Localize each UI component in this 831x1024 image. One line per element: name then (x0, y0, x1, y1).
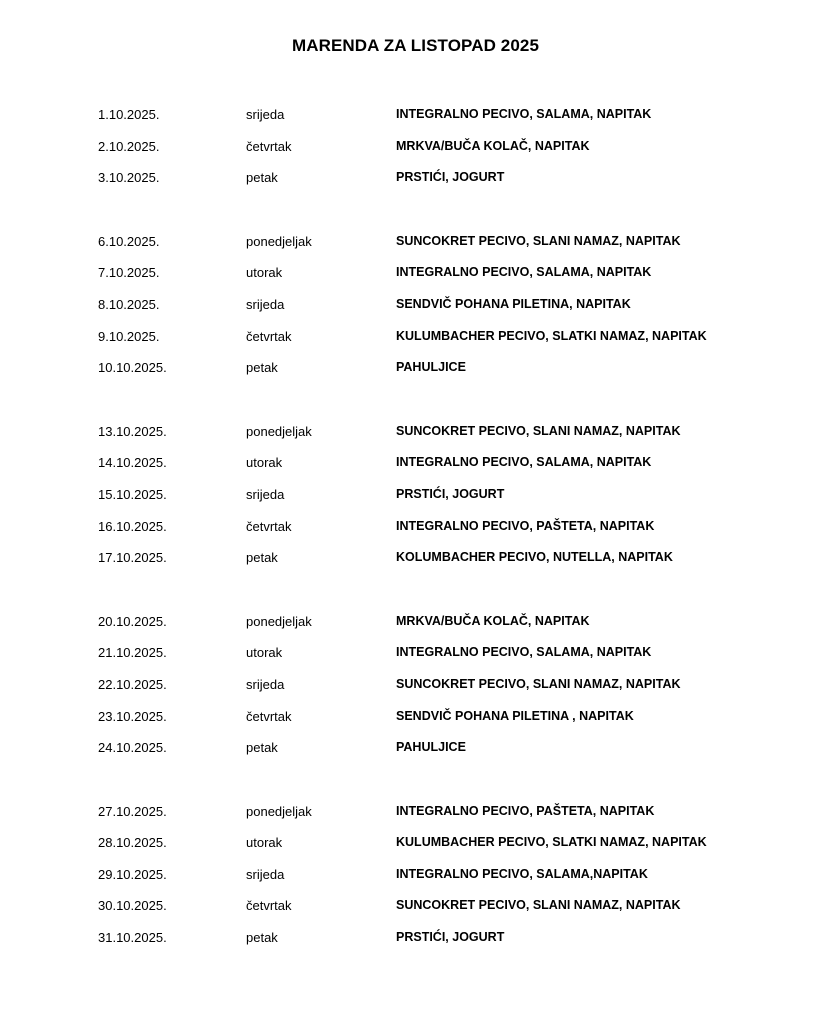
menu-meal: PRSTIĆI, JOGURT (396, 486, 505, 501)
menu-row (0, 605, 831, 637)
menu-date: 8.10.2025. (98, 296, 160, 312)
menu-date: 29.10.2025. (98, 866, 167, 882)
menu-date: 9.10.2025. (98, 328, 160, 344)
menu-date: 7.10.2025. (98, 265, 160, 281)
menu-row (0, 700, 831, 732)
menu-row (0, 889, 831, 921)
menu-date: 14.10.2025. (98, 455, 167, 471)
menu-meal: PRSTIĆI, JOGURT (396, 170, 505, 185)
menu-day: petak (246, 740, 278, 756)
menu-row (0, 668, 831, 700)
menu-meal: INTEGRALNO PECIVO, PAŠTETA, NAPITAK (396, 518, 655, 533)
menu-date: 22.10.2025. (98, 676, 167, 692)
menu-day: petak (246, 930, 278, 946)
menu-meal: MRKVA/BUČA KOLAČ, NAPITAK (396, 613, 590, 628)
menu-meal: KOLUMBACHER PECIVO, NUTELLA, NAPITAK (396, 550, 673, 565)
menu-table (0, 98, 831, 985)
menu-date: 1.10.2025. (98, 107, 160, 122)
menu-meal: SUNCOKRET PECIVO, SLANI NAMAZ, NAPITAK (396, 676, 681, 691)
menu-day: ponedjeljak (246, 233, 312, 249)
menu-row (0, 921, 831, 953)
menu-row (0, 130, 831, 162)
menu-meal: MRKVA/BUČA KOLAČ, NAPITAK (396, 138, 590, 153)
menu-meal: PRSTIĆI, JOGURT (396, 930, 505, 945)
menu-day: srijeda (246, 107, 285, 122)
menu-row (0, 446, 831, 478)
menu-row (0, 415, 831, 447)
menu-meal: SUNCOKRET PECIVO, SLANI NAMAZ, NAPITAK (396, 233, 681, 248)
menu-day: petak (246, 170, 278, 186)
menu-date: 28.10.2025. (98, 835, 167, 851)
menu-date: 6.10.2025. (98, 233, 160, 249)
menu-meal: SUNCOKRET PECIVO, SLANI NAMAZ, NAPITAK (396, 423, 681, 438)
menu-meal: INTEGRALNO PECIVO, SALAMA, NAPITAK (396, 107, 652, 121)
menu-row (0, 510, 831, 542)
menu-meal: PAHULJICE (396, 360, 466, 375)
menu-meal: INTEGRALNO PECIVO, SALAMA, NAPITAK (396, 455, 652, 470)
menu-row (0, 858, 831, 890)
menu-day: utorak (246, 265, 283, 281)
menu-date: 10.10.2025. (98, 360, 167, 376)
menu-day: utorak (246, 455, 283, 471)
menu-row (0, 826, 831, 858)
menu-date: 30.10.2025. (98, 898, 167, 914)
menu-meal: SENDVIČ POHANA PILETINA, NAPITAK (396, 296, 631, 311)
week-group (0, 415, 831, 573)
menu-day: ponedjeljak (246, 613, 312, 629)
menu-date: 13.10.2025. (98, 423, 167, 439)
menu-meal: INTEGRALNO PECIVO, PAŠTETA, NAPITAK (396, 803, 655, 818)
menu-day: utorak (246, 835, 283, 851)
menu-row (0, 161, 831, 193)
menu-meal: PAHULJICE (396, 740, 466, 755)
week-group (0, 225, 831, 383)
menu-meal: KULUMBACHER PECIVO, SLATKI NAMAZ, NAPITAK (396, 835, 707, 850)
menu-row (0, 225, 831, 257)
menu-date: 21.10.2025. (98, 645, 167, 661)
menu-day: utorak (246, 645, 283, 661)
menu-day: četvrtak (246, 708, 292, 724)
menu-meal: INTEGRALNO PECIVO, SALAMA,NAPITAK (396, 866, 648, 881)
week-group (0, 795, 831, 953)
menu-date: 23.10.2025. (98, 708, 167, 724)
menu-meal: KULUMBACHER PECIVO, SLATKI NAMAZ, NAPITAK (396, 328, 707, 343)
menu-date: 27.10.2025. (98, 803, 167, 819)
menu-date: 20.10.2025. (98, 613, 167, 629)
menu-day: četvrtak (246, 518, 292, 534)
menu-row (0, 288, 831, 320)
menu-meal: SUNCOKRET PECIVO, SLANI NAMAZ, NAPITAK (396, 898, 681, 913)
menu-day: četvrtak (246, 898, 292, 914)
menu-row (0, 731, 831, 763)
menu-date: 2.10.2025. (98, 138, 160, 154)
menu-row (0, 478, 831, 510)
menu-day: ponedjeljak (246, 803, 312, 819)
menu-row (0, 636, 831, 668)
menu-day: četvrtak (246, 328, 292, 344)
menu-day: ponedjeljak (246, 423, 312, 439)
menu-day: četvrtak (246, 138, 292, 154)
menu-row (0, 256, 831, 288)
menu-day: petak (246, 360, 278, 376)
menu-day: srijeda (246, 296, 285, 312)
menu-row (0, 351, 831, 383)
menu-row (0, 98, 831, 130)
menu-row (0, 541, 831, 573)
menu-meal: INTEGRALNO PECIVO, SALAMA, NAPITAK (396, 265, 652, 280)
menu-meal: INTEGRALNO PECIVO, SALAMA, NAPITAK (396, 645, 652, 660)
week-group (0, 98, 831, 193)
menu-row (0, 795, 831, 827)
menu-date: 3.10.2025. (98, 170, 160, 186)
menu-day: srijeda (246, 486, 285, 502)
menu-date: 24.10.2025. (98, 740, 167, 756)
menu-day: petak (246, 550, 278, 566)
menu-meal: SENDVIČ POHANA PILETINA , NAPITAK (396, 708, 634, 723)
menu-day: srijeda (246, 866, 285, 882)
menu-date: 31.10.2025. (98, 930, 167, 946)
menu-date: 15.10.2025. (98, 486, 167, 502)
menu-date: 16.10.2025. (98, 518, 167, 534)
week-group (0, 605, 831, 763)
page-title: MARENDA ZA LISTOPAD 2025 (291, 36, 540, 55)
menu-row (0, 320, 831, 352)
menu-day: srijeda (246, 676, 285, 692)
menu-date: 17.10.2025. (98, 550, 167, 566)
